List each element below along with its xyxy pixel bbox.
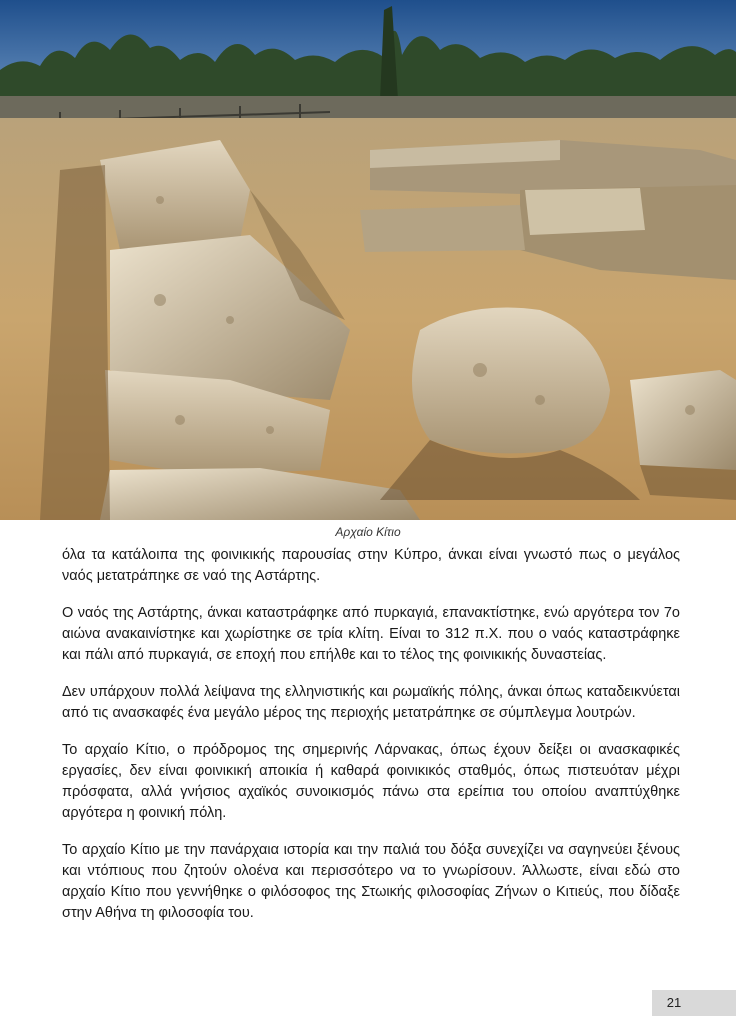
page-number-bar (652, 990, 736, 1016)
paragraph: Δεν υπάρχουν πολλά λείψανα της ελληνιστικής και ρωμαϊκής πόλης, άνκαι όπως καταδεικνύεται από τις ανασκαφές ένα μεγάλο μέρος της περιοχής μετατράπηκε σε σύμπλεγμα λουτρών. (62, 684, 680, 721)
paragraph: Ο ναός της Αστάρτης, άνκαι καταστράφηκε από πυρκαγιά, επανακτίστηκε, ενώ αργότερα τον 7ο αιώνα ανακαινίστηκε και χωρίστηκε σε τρία κλίτη. Είναι το 312 π.Χ. που ο ναός καταστράφηκε και πάλι από πυρκαγιά, σε εποχή που επήλθε και το τέλος της φοινικικής δυναστείας. (62, 605, 680, 663)
paragraph: Το αρχαίο Κίτιο με την πανάρχαια ιστορία και την παλιά του δόξα συνεχίζει να σαγηνεύει ξένους και ντόπιους που ζητούν ολοένα και περισσότερο να το γνωρίσουν. Άλλωστε, είναι εδώ στο αρχαίο Κίτιο που γεννήθηκε ο φιλόσοφος της Στωικής φιλοσοφίας Ζήνων ο Κιτιεύς, που δίδαξε στην Αθήνα τη φιλοσοφία του. (62, 842, 680, 921)
photo-caption: Αρχαίο Κίτιο (335, 525, 401, 539)
paragraph: όλα τα κατάλοιπα της φοινικικής παρουσίας στην Κύπρο, άνκαι είναι γνωστό πως ο μεγάλος ναός μετατράπηκε σε ναό της Αστάρτης. (62, 547, 680, 584)
page-number: 21 (666, 995, 682, 1010)
body-text (62, 545, 680, 940)
paragraph: Το αρχαίο Κίτιο, ο πρόδρομος της σημερινής Λάρνακας, όπως έχουν δείξει οι ανασκαφικές εργασίες, δεν είναι φοινικική αποικία ή καθαρά φοινικικός σταθμός, όπως πιστευόταν μέχρι πρόσφατα, αλλά γνήσιος αχαϊκός συνοικισμός πάνω στα ερείπια του οποίου αναπτύχθηκε αργότερα η φοινική πόλη. (62, 742, 680, 821)
